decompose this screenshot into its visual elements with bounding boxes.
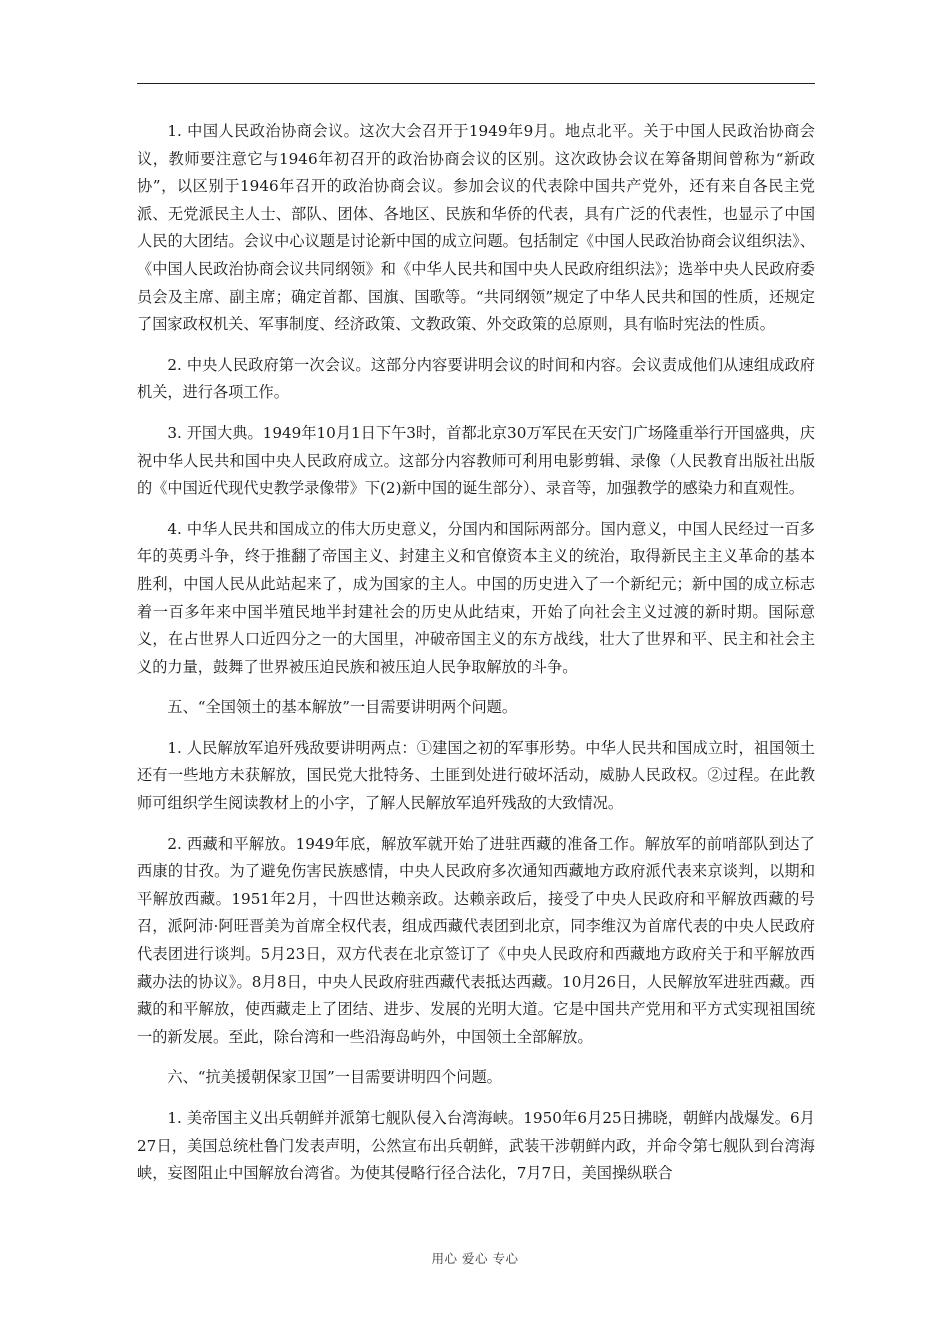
page-footer: 用心 爱心 专心 xyxy=(431,1251,519,1266)
paragraph-tibet-liberation: 2. 西藏和平解放。1949年底，解放军就开始了进驻西藏的准备工作。解放军的前哨部队到达了西康的甘孜。为了避免伤害民族感情，中央人民政府多次通知西藏地方政府派代表来京谈判，以期和平解放西藏。1951年2月，十四世达赖亲政。达赖亲政后，接受了中央人民政府和平解放西藏的号召，派阿沛·阿旺晋美为首席全权代表，组成西藏代表团到北京，同李维汉为首席代表的中央人民政府代表团进行谈判。5月23日，双方代表在北京签订了《中央人民政府和西藏地方政府关于和平解放西藏办法的协议》。8月8日，中央人民政府驻西藏代表抵达西藏。10月26日，人民解放军进驻西藏。西藏的和平解放，使西藏走上了团结、进步、发展的光明大道。它是中国共产党用和平方式实现祖国统一的新发展。至此，除台湾和一些沿海岛屿外，中国领土全部解放。 xyxy=(137,834,815,1046)
section-heading-liberation: 五、“全国领土的基本解放”一目需要讲明两个问题。 xyxy=(167,698,518,717)
paragraph-founding-ceremony: 3. 开国大典。1949年10月1日下午3时，首都北京30万军民在天安门广场隆重举行开国盛典，庆祝中华人民共和国中央人民政府成立。这部分内容教师可利用电影剪辑、录像（人民教育出版社出版的《中国近代现代史教学录像带》下(2)新中国的诞生部分）、录音等，加强教学的感染力和直观性。 xyxy=(137,423,815,498)
header-rule xyxy=(137,83,815,84)
paragraph-historical-significance: 4. 中华人民共和国成立的伟大历史意义，分国内和国际两部分。国内意义，中国人民经过一百多年的英勇斗争，终于推翻了帝国主义、封建主义和官僚资本主义的统治，取得新民主主义革命的基本胜利，中国人民从此站起来了，成为国家的主人。中国的历史进入了一个新纪元；新中国的成立标志着一百多年来中国半殖民地半封建社会的历史从此结束，开始了向社会主义过渡的新时期。国际意义，在占世界人口近四分之一的大国里，冲破帝国主义的东方战线，壮大了世界和平、民主和社会主义的力量，鼓舞了世界被压迫民族和被压迫人民争取解放的斗争。 xyxy=(137,519,815,676)
document-body xyxy=(137,118,815,1201)
paragraph-pursuit-remnants: 1. 人民解放军追歼残敌要讲明两点：①建国之初的军事形势。中华人民共和国成立时，祖国领土还有一些地方未获解放，国民党大批特务、土匪到处进行破坏活动，威胁人民政权。②过程。在此教师可组织学生阅读教材上的小字，了解人民解放军追歼残敌的大致情况。 xyxy=(137,738,815,813)
paragraph-us-intervention: 1. 美帝国主义出兵朝鲜并派第七舰队侵入台湾海峡。1950年6月25日拂晓，朝鲜内战爆发。6月27日，美国总统杜鲁门发表声明，公然宣布出兵朝鲜，武装干涉朝鲜内政，并命令第七舰队到台湾海峡，妄图阻止中国解放台湾省。为使其侵略行径合法化，7月7日，美国操纵联合 xyxy=(137,1109,815,1183)
section-heading-korean-war: 六、“抗美援朝保家卫国”一目需要讲明四个问题。 xyxy=(167,1068,502,1087)
paragraph-first-government-meeting: 2. 中央人民政府第一次会议。这部分内容要讲明会议的时间和内容。会议责成他们从速组成政府机关，进行各项工作。 xyxy=(137,355,815,402)
paragraph-cppcc: 1. 中国人民政治协商会议。这次大会召开于1949年9月。地点北平。关于中国人民政治协商会议，教师要注意它与1946年初召开的政治协商会议的区别。这次政协会议在筹备期间曾称为“新政协”，以区别于1946年召开的政治协商会议。参加会议的代表除中国共产党外，还有来自各民主党派、无党派民主人士、部队、团体、各地区、民族和华侨的代表，具有广泛的代表性，也显示了中国人民的大团结。会议中心议题是讨论新中国的成立问题。包括制定《中国人民政治协商会议组织法》、《中国人民政治协商会议共同纲领》和《中华人民共和国中央人民政府组织法》；选举中央人民政府委员会及主席、副主席；确定首都、国旗、国歌等。“共同纲领”规定了中华人民共和国的性质，还规定了国家政权机关、军事制度、经济政策、文教政策、外交政策的总原则，具有临时宪法的性质。 xyxy=(137,122,815,334)
